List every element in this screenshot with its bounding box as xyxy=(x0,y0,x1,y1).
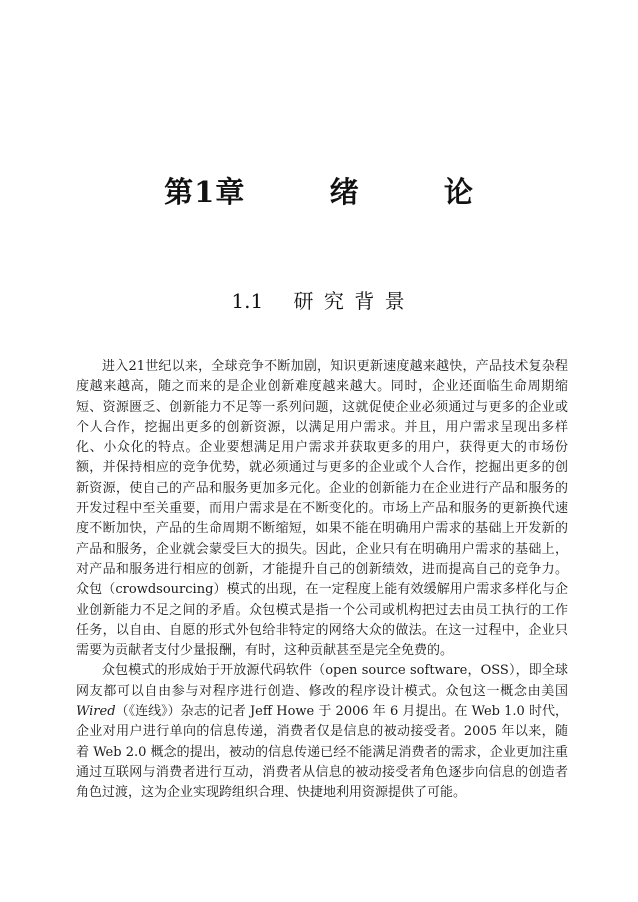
paragraph-text: 众包模式的形成始于开放源代码软件（open source software，OSS），即全球网友都可以自由参与对程序进行创造、修改的程序设计模式。众包这一概念由美国 xyxy=(76,663,568,699)
chapter-word-2: 论 xyxy=(443,175,474,209)
paragraph xyxy=(76,661,568,803)
body-text xyxy=(76,357,568,804)
chapter-title xyxy=(0,170,638,211)
section-heading xyxy=(0,285,638,314)
paragraph: 进入21世纪以来，全球竞争不断加剧，知识更新速度越来越快，产品技术复杂程度越来越高，随之而来的是企业创新难度越来越大。同时，企业还面临生命周期缩短、资源匮乏、创新能力不足等一系列问题，这就促使企业必须通过与更多的企业或个人合作，挖掘出更多的创新资源，以满足用户需求。并且，用户需求呈现出多样化、小众化的特点。企业要想满足用户需求并获取更多的用户，获得更大的市场份额，并保持相应的竞争优势，就必须通过与更多的企业或个人合作，挖掘出更多的创新资源，使自己的产品和服务更加多元化。企业的创新能力在企业进行产品和服务的开发过程中至关重要，而用户需求是在不断变化的。市场上产品和服务的更新换代速度不断加快，产品的生命周期不断缩短，如果不能在明确用户需求的基础上开发新的产品和服务，企业就会蒙受巨大的损失。因此，企业只有在明确用户需求的基础上，对产品和服务进行相应的创新，才能提升自己的创新绩效，进而提高自己的竞争力。众包（crowdsourcing）模式的出现，在一定程度上能有效缓解用户需求多样化与企业创新能力不足之间的矛盾。众包模式是指一个公司或机构把过去由员工执行的工作任务，以自由、自愿的形式外包给非特定的网络大众的做法。在这一过程中，企业只需要为贡献者支付少量报酬，有时，这种贡献甚至是完全免费的。 xyxy=(76,359,568,659)
chapter-word-1: 绪 xyxy=(329,175,360,209)
section-title: 研 究 背 景 xyxy=(293,289,407,313)
section-number: 1.1 xyxy=(231,289,264,313)
chapter-number: 第1章 xyxy=(164,175,246,209)
paragraph-text: （《连线》）杂志的记者 Jeff Howe 于 2006 年 6 月提出。在 Web 1.0 时代，企业对用户进行单向的信息传递，消费者仅是信息的被动接受者。2005 年以来，随着 Web 2.0 概念的提出，被动的信息传递已经不能满足消费者的需求，企业更加注重通过互联网与消费者进行互动，消费者从信息的被动接受者角色逐步向信息的创造者角色过渡，这为企业实现跨组织合理、快捷地利用资源提供了可能。 xyxy=(76,704,568,801)
magazine-name: Wired xyxy=(76,704,116,720)
